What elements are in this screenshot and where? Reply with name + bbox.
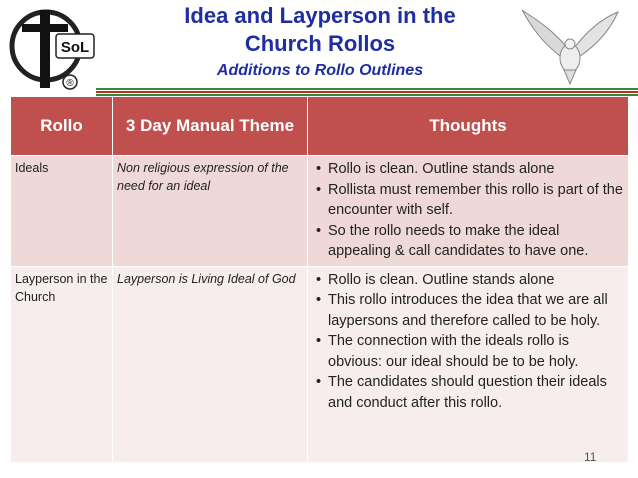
thoughts-cell <box>308 266 629 462</box>
thoughts-list <box>312 159 624 262</box>
table-row <box>11 156 629 267</box>
list-item: • This rollo introduces the idea that we are all laypersons and therefore called to be holy. <box>326 290 624 331</box>
table-row <box>11 266 629 462</box>
column-header-theme: 3 Day Manual Theme <box>113 97 308 156</box>
list-item: • Rollo is clean. Outline stands alone <box>326 159 624 180</box>
page-subtitle: Additions to Rollo Outlines <box>216 62 424 79</box>
title-line-2: Church Rollos <box>244 31 396 56</box>
page-number: 11 <box>584 450 597 464</box>
list-item: • The candidates should question their ideals and conduct after this rollo. <box>326 372 624 413</box>
thoughts-cell <box>308 156 629 267</box>
rollo-cell: Layperson in the Church <box>11 266 113 462</box>
list-item: • The connection with the ideals rollo is obvious: our ideal should be to be holy. <box>326 331 624 372</box>
list-item: • Rollista must remember this rollo is part of the encounter with self. <box>326 180 624 221</box>
column-header-thoughts: Thoughts <box>308 97 629 156</box>
theme-cell: Layperson is Living Ideal of God <box>113 266 308 462</box>
rollo-table <box>10 96 629 463</box>
list-item: • Rollo is clean. Outline stands alone <box>326 270 624 291</box>
sol-cross-logo-icon <box>6 4 96 94</box>
dove-icon <box>520 6 620 86</box>
logo-text: SoL <box>60 39 90 56</box>
theme-cell: Non religious expression of the need for an ideal <box>113 156 308 267</box>
table-header-row <box>11 97 629 156</box>
column-header-rollo: Rollo <box>11 97 113 156</box>
title-line-1: Idea and Layperson in the <box>184 3 456 28</box>
rollo-cell: Ideals <box>11 156 113 267</box>
slide-header <box>0 0 638 96</box>
list-item: • So the rollo needs to make the ideal appealing & call candidates to have one. <box>326 221 624 262</box>
logo-registered-mark: ® <box>66 78 74 89</box>
page-title <box>140 2 500 58</box>
thoughts-list <box>312 270 624 414</box>
